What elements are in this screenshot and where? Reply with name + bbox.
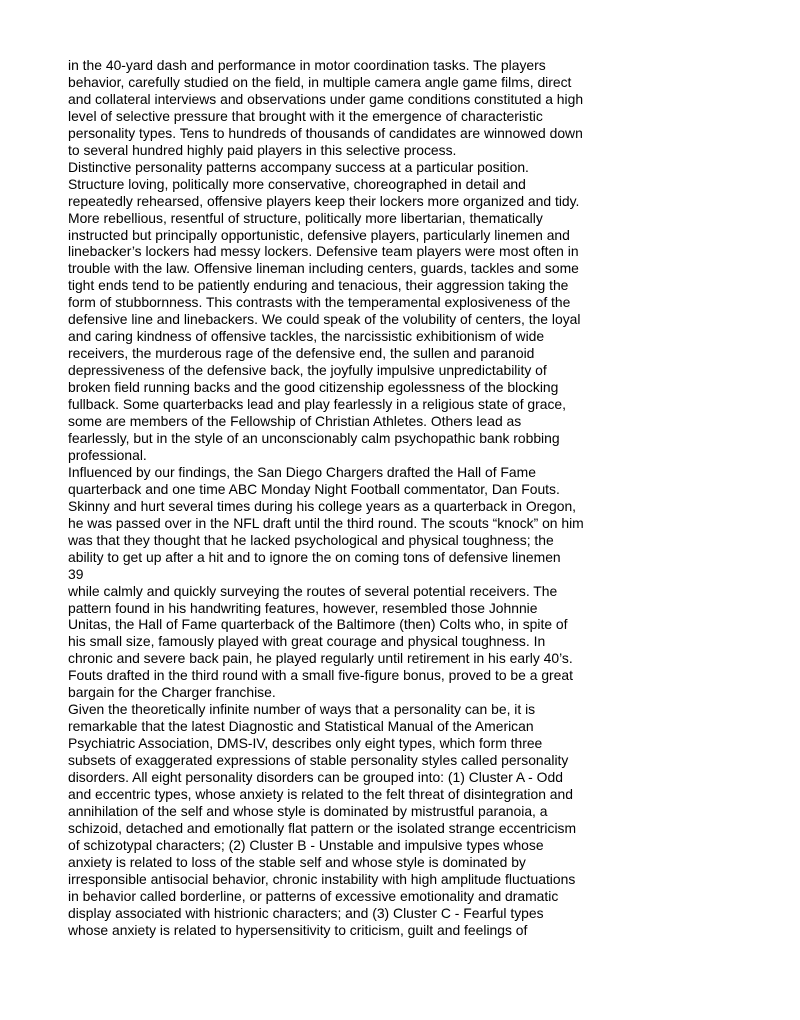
text-line: his small size, famously played with great courage and physical toughness. In [68,633,546,650]
text-line: receivers, the murderous rage of the defensive end, the sullen and paranoid [68,345,535,362]
text-line: and caring kindness of offensive tackles, the narcissistic exhibitionism of wide [68,328,545,345]
text-line: remarkable that the latest Diagnostic and Statistical Manual of the American [68,718,534,735]
text-line: personality types. Tens to hundreds of thousands of candidates are winnowed down [68,124,583,141]
text-line: trouble with the law. Offensive lineman including centers, guards, tackles and some [68,260,579,277]
text-line: to several hundred highly paid players in this selective process. [68,141,457,158]
text-line: in the 40-yard dash and performance in motor coordination tasks. The players [68,57,546,73]
text-line: Distinctive personality patterns accompany success at a particular position. [68,158,529,175]
text-line: behavior, carefully studied on the field, in multiple camera angle game films, direct [68,73,572,90]
text-line: broken field running backs and the good citizenship egolessness of the blocking [68,379,559,396]
text-line: quarterback and one time ABC Monday Night Football commentator, Dan Fouts. [68,480,560,497]
text-line: whose anxiety is related to hypersensitivity to criticism, guilt and feelings of [68,921,528,938]
text-line: More rebellious, resentful of structure, politically more libertarian, thematically [68,209,543,226]
text-line: was that they thought that he lacked psychological and physical toughness; the [68,531,554,548]
text-line: of schizotypal characters; (2) Cluster B - Unstable and impulsive types whose [68,836,544,853]
text-line: Structure loving, politically more conservative, choreographed in detail and [68,175,526,192]
text-line: repeatedly rehearsed, offensive players keep their lockers more organized and tidy. [68,192,580,209]
text-line: while calmly and quickly surveying the routes of several potential receivers. The [68,582,558,599]
text-line: anxiety is related to loss of the stable self and whose style is dominated by [68,853,526,870]
text-line: he was passed over in the NFL draft until the third round. The scouts “knock” on him [68,514,584,531]
text-line: instructed but principally opportunistic, defensive players, particularly linemen and [68,226,570,243]
text-line: some are members of the Fellowship of Christian Athletes. Others lead as [68,413,522,430]
text-line: disorders. All eight personality disorders can be grouped into: (1) Cluster A - Odd [68,769,563,786]
text-line: and collateral interviews and observations under game conditions constituted a high [68,90,584,107]
text-line: Influenced by our findings, the San Diego Chargers drafted the Hall of Fame [68,463,536,480]
text-line: Unitas, the Hall of Fame quarterback of the Baltimore (then) Colts who, in spite of [68,616,568,633]
text-line: Given the theoretically infinite number of ways that a personality can be, it is [68,701,536,718]
text-line: tight ends tend to be patiently enduring and tenacious, their aggression taking the [68,277,569,294]
text-line: linebacker’s lockers had messy lockers. Defensive team players were most often in [68,243,579,260]
text-line: level of selective pressure that brought with it the emergence of characteristic [68,107,543,124]
document-body [68,57,648,939]
text-line: annihilation of the self and whose style is dominated by mistrustful paranoia, a [68,802,548,819]
text-line: fullback. Some quarterbacks lead and play fearlessly in a religious state of grace, [68,396,567,413]
text-line: irresponsible antisocial behavior, chronic instability with high amplitude fluctuations [68,870,576,887]
text-line: bargain for the Charger franchise. [68,684,276,701]
text-line: Fouts drafted in the third round with a small five-figure bonus, proved to be a great [68,667,573,684]
text-line: display associated with histrionic characters; and (3) Cluster C - Fearful types [68,904,544,921]
text-line: fearlessly, but in the style of an unconscionably calm psychopathic bank robbing [68,429,560,446]
text-line: and eccentric types, whose anxiety is related to the felt threat of disintegration and [68,785,573,802]
text-line: Skinny and hurt several times during his college years as a quarterback in Oregon, [68,497,577,514]
text-line: chronic and severe back pain, he played regularly until retirement in his early 40’s. [68,650,573,667]
text-line: depressiveness of the defensive back, the joyfully impulsive unpredictability of [68,362,547,379]
text-line: ability to get up after a hit and to ignore the on coming tons of defensive linemen [68,548,561,565]
text-line: Psychiatric Association, DMS-IV, describes only eight types, which form three [68,735,543,752]
text-line: defensive line and linebackers. We could speak of the volubility of centers, the loyal [68,311,581,328]
text-line: subsets of exaggerated expressions of stable personality styles called personality [68,752,569,769]
page-number: 39 [68,565,84,582]
text-line: in behavior called borderline, or patterns of excessive emotionality and dramatic [68,887,559,904]
text-line: schizoid, detached and emotionally flat pattern or the isolated strange eccentricism [68,819,577,836]
text-line: form of stubbornness. This contrasts with the temperamental explosiveness of the [68,294,571,311]
text-line: professional. [68,446,147,463]
text-line: pattern found in his handwriting features, however, resembled those Johnnie [68,599,538,616]
